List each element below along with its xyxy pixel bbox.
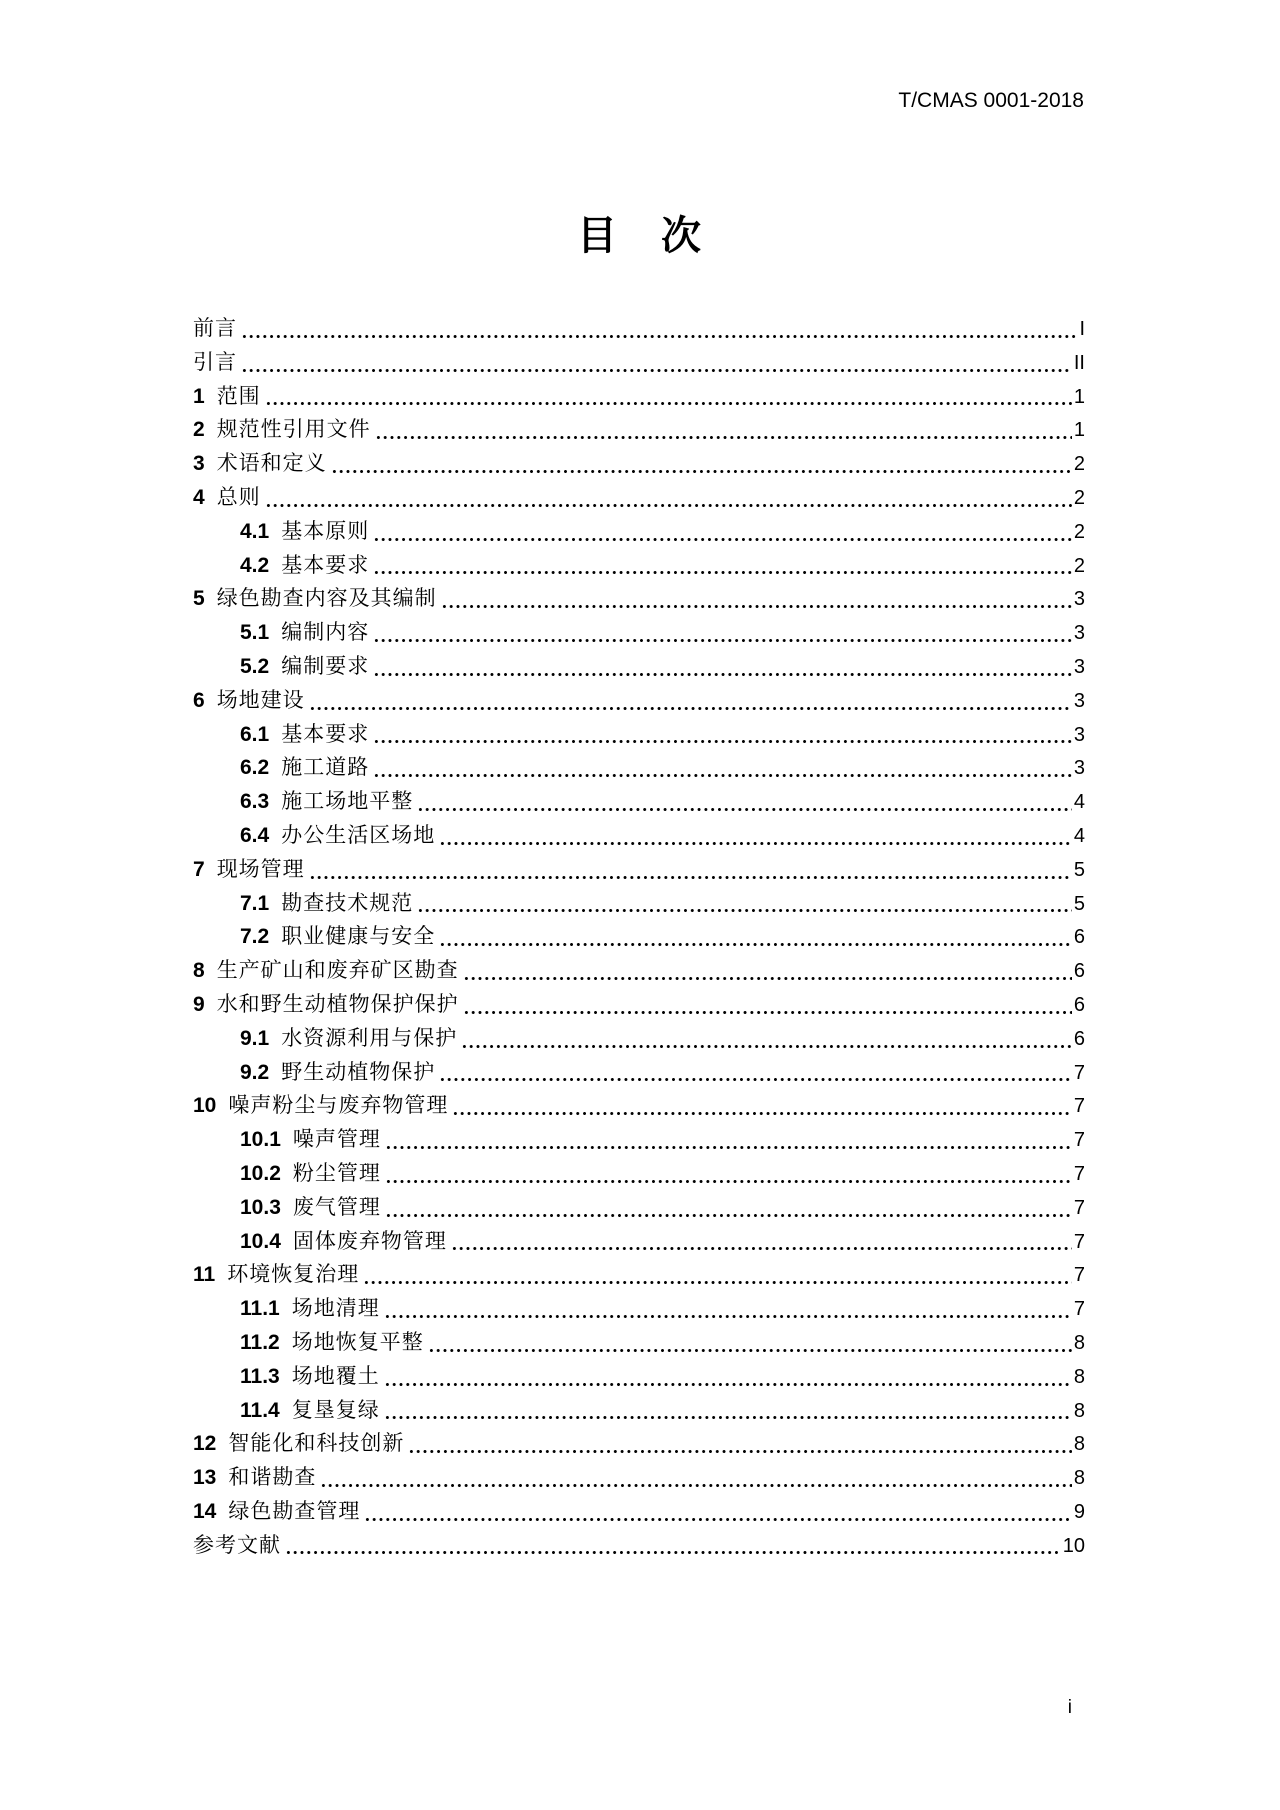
toc-entry-number: 9.1 — [240, 1026, 270, 1050]
toc-dot-leader — [417, 806, 1072, 813]
toc-entry-label: 总则 — [216, 484, 261, 509]
toc-entry-page: 7 — [1073, 1129, 1085, 1152]
toc-entry — [193, 988, 1085, 1022]
toc-dot-leader — [364, 1516, 1072, 1523]
toc-entry-number: 10.1 — [240, 1128, 281, 1152]
toc-entry — [193, 684, 1085, 718]
toc-dot-leader — [385, 1212, 1072, 1219]
toc-entry-number: 1 — [193, 384, 205, 408]
toc-dot-leader — [373, 569, 1072, 576]
toc-entry-page: 7 — [1073, 1230, 1085, 1253]
toc-entry-page: 2 — [1073, 453, 1085, 476]
toc-entry-number: 12 — [193, 1432, 217, 1456]
toc-entry-page: 3 — [1073, 588, 1085, 611]
toc-entry-label: 生产矿山和废弃矿区勘查 — [216, 958, 459, 983]
toc-entry-page: 6 — [1073, 1027, 1085, 1050]
toc-entry-number: 8 — [193, 959, 205, 983]
toc-dot-leader — [384, 1313, 1072, 1320]
toc-dot-leader — [384, 1414, 1072, 1421]
toc-entry-number: 13 — [193, 1466, 217, 1490]
toc-dot-leader — [373, 637, 1072, 644]
toc-entry-label: 野生动植物保护 — [281, 1059, 436, 1084]
toc-entry-number: 10.2 — [240, 1161, 281, 1185]
toc-entry-page: 5 — [1073, 892, 1085, 915]
toc-dot-leader — [331, 468, 1072, 475]
toc-entry-number: 6 — [193, 688, 205, 712]
toc-entry-label: 环境恢复治理 — [227, 1262, 360, 1287]
toc-dot-leader — [363, 1279, 1072, 1286]
toc-entry-page: 8 — [1073, 1399, 1085, 1422]
toc-entry — [193, 1089, 1085, 1123]
toc-entry-label: 职业健康与安全 — [281, 924, 436, 949]
toc-entry-page: 7 — [1073, 1298, 1085, 1321]
toc-entry-page: 2 — [1073, 520, 1085, 543]
toc-entry-number: 2 — [193, 418, 205, 442]
toc-entry — [193, 1123, 1085, 1157]
toc-entry — [193, 380, 1085, 414]
toc-entry — [193, 447, 1085, 481]
toc-entry-number: 7.1 — [240, 891, 270, 915]
toc-entry — [193, 718, 1085, 752]
toc-entry-number: 6.1 — [240, 722, 270, 746]
toc-entry — [193, 954, 1085, 988]
toc-entry — [193, 1461, 1085, 1495]
toc-entry-page: 4 — [1073, 824, 1085, 847]
toc-entry — [193, 1292, 1085, 1326]
toc-entry-label: 前言 — [193, 316, 237, 340]
toc-dot-leader — [285, 1549, 1061, 1556]
toc-entry — [193, 346, 1085, 380]
toc-entry-page: 7 — [1073, 1095, 1085, 1118]
toc-entry-page: 7 — [1073, 1162, 1085, 1185]
toc-entry — [193, 1360, 1085, 1394]
toc-entry-page: 3 — [1073, 689, 1085, 712]
toc-entry-number: 14 — [193, 1499, 217, 1523]
toc-entry-number: 9.2 — [240, 1060, 270, 1084]
toc-dot-leader — [439, 1076, 1072, 1083]
toc-entry — [193, 819, 1085, 853]
toc-entry-label: 复垦复绿 — [291, 1397, 380, 1422]
toc-entry-page: 7 — [1073, 1264, 1085, 1287]
toc-entry — [193, 1056, 1085, 1090]
toc-entry — [193, 751, 1085, 785]
toc-entry-page: II — [1073, 351, 1085, 374]
toc-dot-leader — [451, 1245, 1072, 1252]
toc-entry-page: 8 — [1073, 1467, 1085, 1490]
toc-entry-number: 11.4 — [240, 1398, 280, 1422]
toc-dot-leader — [373, 738, 1072, 745]
toc-dot-leader — [408, 1448, 1072, 1455]
table-of-contents — [193, 312, 1085, 1562]
toc-entry-label: 编制要求 — [281, 653, 370, 678]
toc-entry — [193, 853, 1085, 887]
toc-entry-page: 8 — [1073, 1365, 1085, 1388]
toc-entry — [193, 1427, 1085, 1461]
toc-entry-number: 11.3 — [240, 1364, 280, 1388]
toc-entry-label: 绿色勘查管理 — [228, 1498, 361, 1523]
toc-dot-leader — [309, 705, 1072, 712]
toc-entry — [193, 549, 1085, 583]
toc-dot-leader — [417, 907, 1072, 914]
page-title: 目 次 — [577, 214, 703, 258]
toc-dot-leader — [241, 333, 1077, 340]
toc-dot-leader — [461, 1043, 1072, 1050]
toc-dot-leader — [463, 1009, 1072, 1016]
toc-entry-number: 3 — [193, 452, 205, 476]
document-number: T/CMAS 0001-2018 — [898, 89, 1084, 112]
toc-entry-label: 现场管理 — [216, 856, 305, 881]
toc-entry — [193, 515, 1085, 549]
toc-entry-number: 7 — [193, 857, 205, 881]
toc-entry-page: 2 — [1073, 486, 1085, 509]
toc-dot-leader — [385, 1178, 1072, 1185]
toc-entry-page: 10 — [1062, 1534, 1085, 1557]
toc-entry-page: 3 — [1073, 757, 1085, 780]
toc-entry-number: 11.2 — [240, 1330, 280, 1354]
toc-entry-label: 范围 — [216, 383, 261, 408]
toc-dot-leader — [463, 975, 1072, 982]
toc-entry-label: 绿色勘查内容及其编制 — [216, 586, 437, 611]
toc-entry-page: 3 — [1073, 622, 1085, 645]
toc-entry-label: 办公生活区场地 — [281, 822, 436, 847]
toc-entry-page: 9 — [1073, 1500, 1085, 1523]
toc-entry-page: 2 — [1073, 554, 1085, 577]
toc-dot-leader — [384, 1381, 1072, 1388]
toc-entry — [193, 1529, 1085, 1563]
toc-entry-label: 编制内容 — [281, 620, 370, 645]
toc-entry — [193, 616, 1085, 650]
toc-dot-leader — [309, 874, 1072, 881]
toc-entry-number: 11 — [193, 1263, 216, 1287]
toc-entry-label: 基本原则 — [281, 518, 370, 543]
toc-entry-number: 5.1 — [240, 621, 270, 645]
toc-entry-label: 参考文献 — [193, 1532, 281, 1557]
toc-entry-number: 7.2 — [240, 925, 270, 949]
footer-page-number: i — [1067, 1697, 1072, 1718]
toc-entry-label: 引言 — [193, 349, 237, 374]
toc-entry-page: 6 — [1073, 926, 1085, 949]
toc-dot-leader — [320, 1482, 1072, 1489]
toc-entry-number: 10.3 — [240, 1195, 281, 1219]
toc-entry — [193, 1326, 1085, 1360]
toc-entry-number: 6.4 — [240, 823, 270, 847]
toc-entry-label: 场地覆土 — [291, 1363, 380, 1388]
toc-entry-page: 4 — [1073, 791, 1085, 814]
toc-entry-label: 基本要求 — [281, 721, 370, 746]
toc-dot-leader — [441, 603, 1072, 610]
toc-entry-page: 6 — [1073, 993, 1085, 1016]
toc-entry-label: 场地恢复平整 — [291, 1329, 424, 1354]
toc-entry-number: 5.2 — [240, 654, 270, 678]
toc-entry-page: 6 — [1073, 960, 1085, 983]
toc-entry-number: 10 — [193, 1094, 217, 1118]
toc-dot-leader — [373, 671, 1072, 678]
toc-entry-number: 4.1 — [240, 519, 270, 543]
toc-entry-label: 水和野生动植物保护保护 — [216, 991, 459, 1016]
toc-entry — [193, 887, 1085, 921]
toc-entry-number: 4 — [193, 485, 205, 509]
toc-entry — [193, 481, 1085, 515]
toc-entry-page: 7 — [1073, 1196, 1085, 1219]
toc-entry — [193, 1258, 1085, 1292]
toc-entry-label: 和谐勘查 — [228, 1465, 317, 1490]
toc-entry-number: 11.1 — [240, 1297, 280, 1321]
toc-dot-leader — [439, 941, 1072, 948]
toc-dot-leader — [385, 1144, 1072, 1151]
toc-entry-label: 噪声管理 — [292, 1127, 381, 1152]
toc-dot-leader — [265, 400, 1072, 407]
toc-entry — [193, 1225, 1085, 1259]
toc-entry-label: 场地建设 — [216, 687, 305, 712]
toc-dot-leader — [439, 840, 1072, 847]
toc-entry-number: 10.4 — [240, 1229, 281, 1253]
toc-entry-label: 废气管理 — [292, 1194, 381, 1219]
toc-entry-label: 固体废弃物管理 — [292, 1228, 447, 1253]
toc-entry-label: 噪声粉尘与废弃物管理 — [228, 1093, 449, 1118]
toc-entry-label: 基本要求 — [281, 552, 370, 577]
toc-entry-number: 6.3 — [240, 790, 270, 814]
toc-entry-page: 3 — [1073, 723, 1085, 746]
toc-dot-leader — [373, 772, 1072, 779]
toc-entry — [193, 785, 1085, 819]
toc-entry-label: 粉尘管理 — [292, 1160, 381, 1185]
toc-entry-label: 术语和定义 — [216, 451, 327, 476]
toc-entry-page: 8 — [1073, 1433, 1085, 1456]
toc-entry-number: 4.2 — [240, 553, 270, 577]
toc-entry-number: 5 — [193, 587, 205, 611]
toc-dot-leader — [452, 1110, 1072, 1117]
toc-entry-page: 7 — [1073, 1061, 1085, 1084]
toc-entry-page: 8 — [1073, 1331, 1085, 1354]
toc-entry — [193, 582, 1085, 616]
toc-entry-page: 3 — [1073, 655, 1085, 678]
toc-entry — [193, 1157, 1085, 1191]
toc-entry — [193, 312, 1085, 346]
toc-dot-leader — [373, 536, 1072, 543]
toc-entry-label: 施工道路 — [281, 755, 370, 780]
toc-entry-page: 5 — [1073, 858, 1085, 881]
toc-dot-leader — [428, 1347, 1072, 1354]
toc-entry-label: 智能化和科技创新 — [228, 1431, 405, 1456]
toc-entry-label: 场地清理 — [291, 1296, 380, 1321]
toc-entry — [193, 920, 1085, 954]
toc-entry-page: 1 — [1073, 385, 1085, 408]
toc-entry — [193, 1495, 1085, 1529]
toc-entry — [193, 1191, 1085, 1225]
toc-dot-leader — [265, 502, 1072, 509]
toc-entry-page: 1 — [1073, 419, 1085, 442]
toc-entry-label: 规范性引用文件 — [216, 417, 371, 442]
toc-entry-label: 水资源利用与保护 — [281, 1025, 458, 1050]
toc-entry — [193, 1394, 1085, 1428]
toc-entry — [193, 413, 1085, 447]
toc-entry-label: 勘查技术规范 — [281, 890, 414, 915]
toc-entry — [193, 650, 1085, 684]
toc-entry-page: I — [1079, 318, 1085, 340]
toc-entry — [193, 1022, 1085, 1056]
toc-dot-leader — [241, 367, 1072, 374]
toc-entry-number: 6.2 — [240, 756, 270, 780]
toc-entry-number: 9 — [193, 992, 205, 1016]
toc-entry-label: 施工场地平整 — [281, 789, 414, 814]
toc-dot-leader — [375, 434, 1072, 441]
